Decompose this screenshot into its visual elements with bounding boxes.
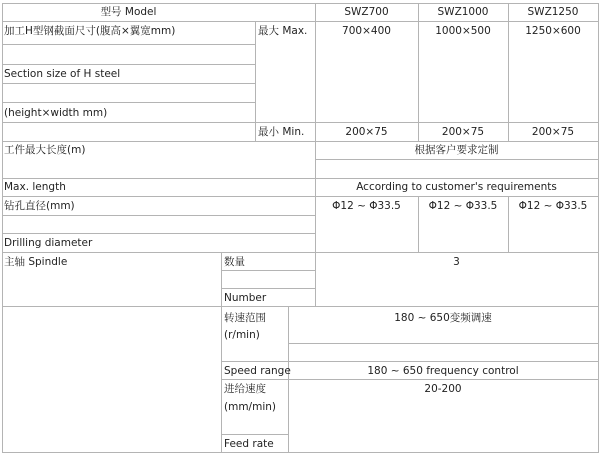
grid-line [2,44,255,45]
feed-label-cn: 进给速度 [224,383,266,395]
min-value-swz700: 200×75 [345,126,388,138]
grid-line [288,306,289,453]
max-length-value-cn: 根据客户要求定制 [414,144,499,156]
max-length-label-en: Max. length [4,181,66,193]
max-value-swz1000: 1000×500 [435,25,491,37]
grid-line [221,361,599,362]
speed-label-cn: 转速范围 [224,312,266,324]
grid-line [221,270,315,271]
grid-line [418,3,419,142]
model-swz1250: SWZ1250 [527,6,579,18]
section-size-label-en-units: (height×width mm) [4,107,108,119]
grid-line [2,3,599,4]
speed-label-en: Speed range [224,365,291,377]
grid-line [2,3,3,453]
grid-line [315,141,316,253]
grid-line [221,288,315,289]
grid-line [2,452,599,453]
number-label-cn: 数量 [224,256,245,268]
max-value-swz1250: 1250×600 [525,25,581,37]
max-label: 最大 Max. [258,25,308,37]
number-label-en: Number [224,292,267,304]
grid-line [221,434,288,435]
grid-line [221,252,222,453]
grid-line [2,306,599,307]
section-size-label-en: Section size of H steel [4,68,121,80]
grid-line [2,83,255,84]
grid-line [255,21,256,142]
grid-line [2,215,315,216]
grid-line [288,343,599,344]
grid-line [508,3,509,142]
min-label: 最小 Min. [258,126,305,138]
grid-line [2,178,599,179]
grid-line [598,3,599,453]
model-header-label: 型号 Model [100,6,157,18]
grid-line [2,21,599,22]
min-value-swz1250: 200×75 [531,126,575,138]
grid-line [221,379,599,380]
drilling-value-swz1250: Φ12 ~ Φ33.5 [518,200,588,212]
grid-line [2,141,599,142]
section-size-label-cn: 加工H型钢截面尺寸(腹高×翼宽mm) [4,25,176,37]
grid-line [2,102,255,103]
grid-line [2,252,599,253]
speed-value-en: 180 ~ 650 frequency control [367,365,519,377]
model-swz1000: SWZ1000 [437,6,489,18]
min-value-swz1000: 200×75 [441,126,485,138]
max-length-value-en: According to customer's requirements [356,181,557,193]
grid-line [315,159,599,160]
feed-value: 20-200 [424,383,462,395]
grid-line [2,233,315,234]
drilling-value-swz700: Φ12 ~ Φ33.5 [332,200,401,212]
feed-label-unit: (mm/min) [224,401,276,413]
model-swz700: SWZ700 [344,6,389,18]
spindle-label: 主轴 Spindle [4,256,68,268]
drilling-label-en: Drilling diameter [4,237,93,249]
max-value-swz700: 700×400 [342,25,391,37]
drilling-value-swz1000: Φ12 ~ Φ33.5 [428,200,498,212]
grid-line [2,196,599,197]
max-length-label-cn: 工件最大长度(m) [4,144,86,156]
speed-value-cn: 180 ~ 650变频调速 [394,312,492,324]
grid-line [315,3,316,142]
grid-line [2,122,599,123]
drilling-label-cn: 钻孔直径(mm) [4,200,75,212]
feed-label-en: Feed rate [224,438,274,450]
grid-line [2,64,255,65]
number-value: 3 [453,256,460,268]
speed-label-unit: (r/min) [224,329,260,341]
